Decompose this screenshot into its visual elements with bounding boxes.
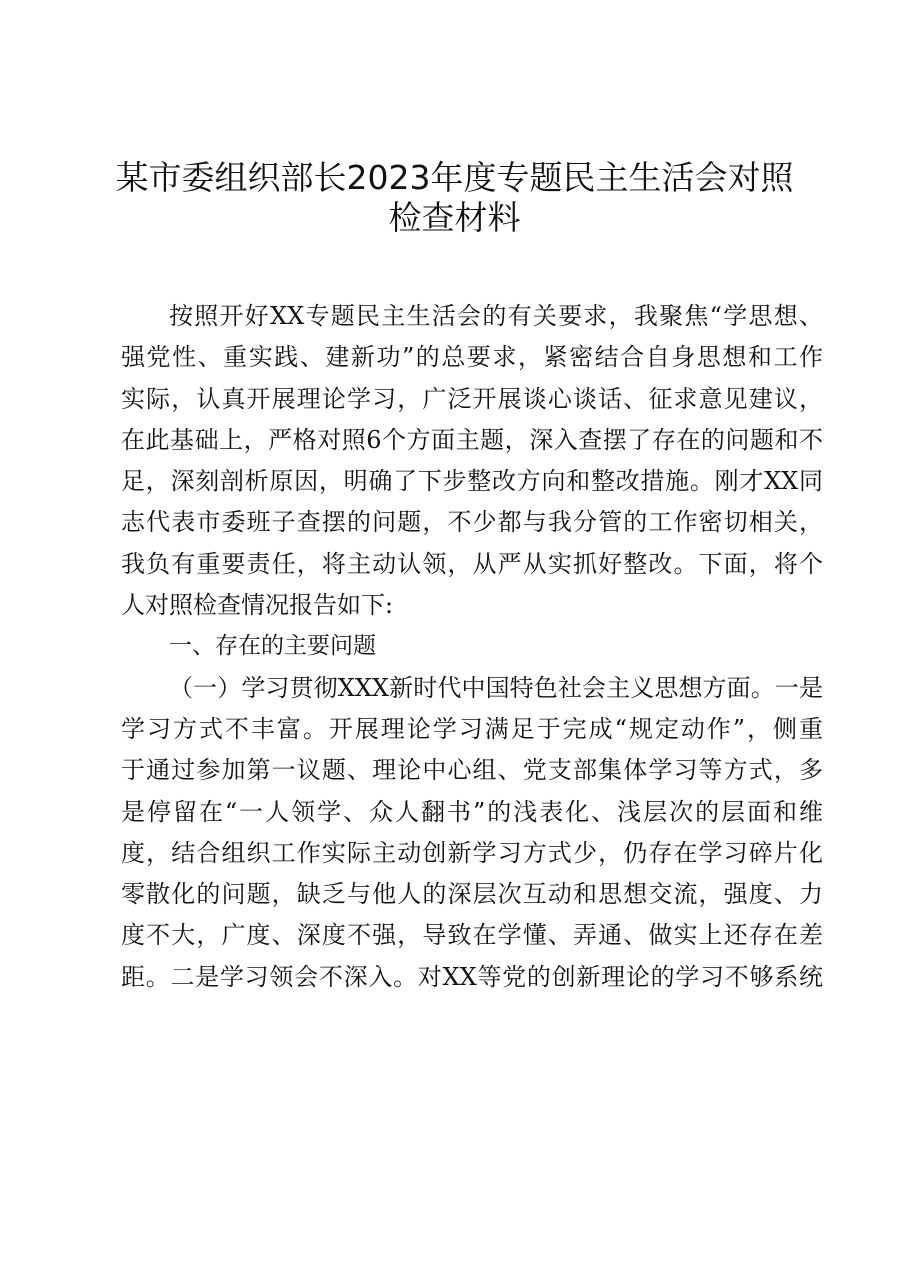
text-line: 实际，认真开展理论学习，广泛开展谈心谈话、征求意见建议， bbox=[121, 384, 823, 413]
text-line: 足，深刻剖析原因，明确了下步整改方向和整改措施。刚才XX同 bbox=[121, 467, 823, 496]
document-body bbox=[121, 296, 823, 998]
text-line: 度不大，广度、深度不强，导致在学懂、弄通、做实上还存在差 bbox=[121, 921, 823, 950]
text-line: 我负有重要责任，将主动认领，从严从实抓好整改。下面，将个 bbox=[121, 549, 823, 578]
text-line: 在此基础上，严格对照6个方面主题，深入查摆了存在的问题和不 bbox=[121, 425, 823, 454]
section-heading: 一、存在的主要问题 bbox=[169, 633, 376, 660]
paragraph-section-1 bbox=[121, 668, 823, 998]
text-line: 志代表市委班子查摆的问题，不少都与我分管的工作密切相关， bbox=[121, 508, 823, 537]
text-line: 零散化的问题，缺乏与他人的深层次互动和思想交流，强度、力 bbox=[121, 880, 823, 909]
title-line-1: 某市委组织部长2023年度专题民主生活会对照 bbox=[115, 158, 794, 197]
paragraph-intro bbox=[121, 296, 823, 626]
text-line: 学习方式不丰富。开展理论学习满足于完成“规定动作”，侧重 bbox=[121, 714, 823, 743]
document-title bbox=[0, 158, 909, 238]
text-line: 距。二是学习领会不深入。对XX等党的创新理论的学习不够系统 bbox=[121, 962, 823, 991]
text-line: 强党性、重实践、建新功”的总要求，紧密结合自身思想和工作 bbox=[121, 343, 823, 372]
text-line: （一）学习贯彻XXX新时代中国特色社会主义思想方面。一是 bbox=[169, 673, 823, 702]
title-line-2: 检查材料 bbox=[388, 198, 521, 237]
text-line: 人对照检查情况报告如下: bbox=[121, 591, 394, 620]
text-line: 按照开好XX专题民主生活会的有关要求，我聚焦“学思想、 bbox=[169, 302, 823, 330]
text-line: 于通过参加第一议题、理论中心组、党支部集体学习等方式，多 bbox=[121, 756, 823, 785]
text-line: 是停留在“一人领学、众人翻书”的浅表化、浅层次的层面和维 bbox=[121, 797, 823, 826]
text-line: 度，结合组织工作实际主动创新学习方式少，仍存在学习碎片化 bbox=[121, 838, 823, 867]
